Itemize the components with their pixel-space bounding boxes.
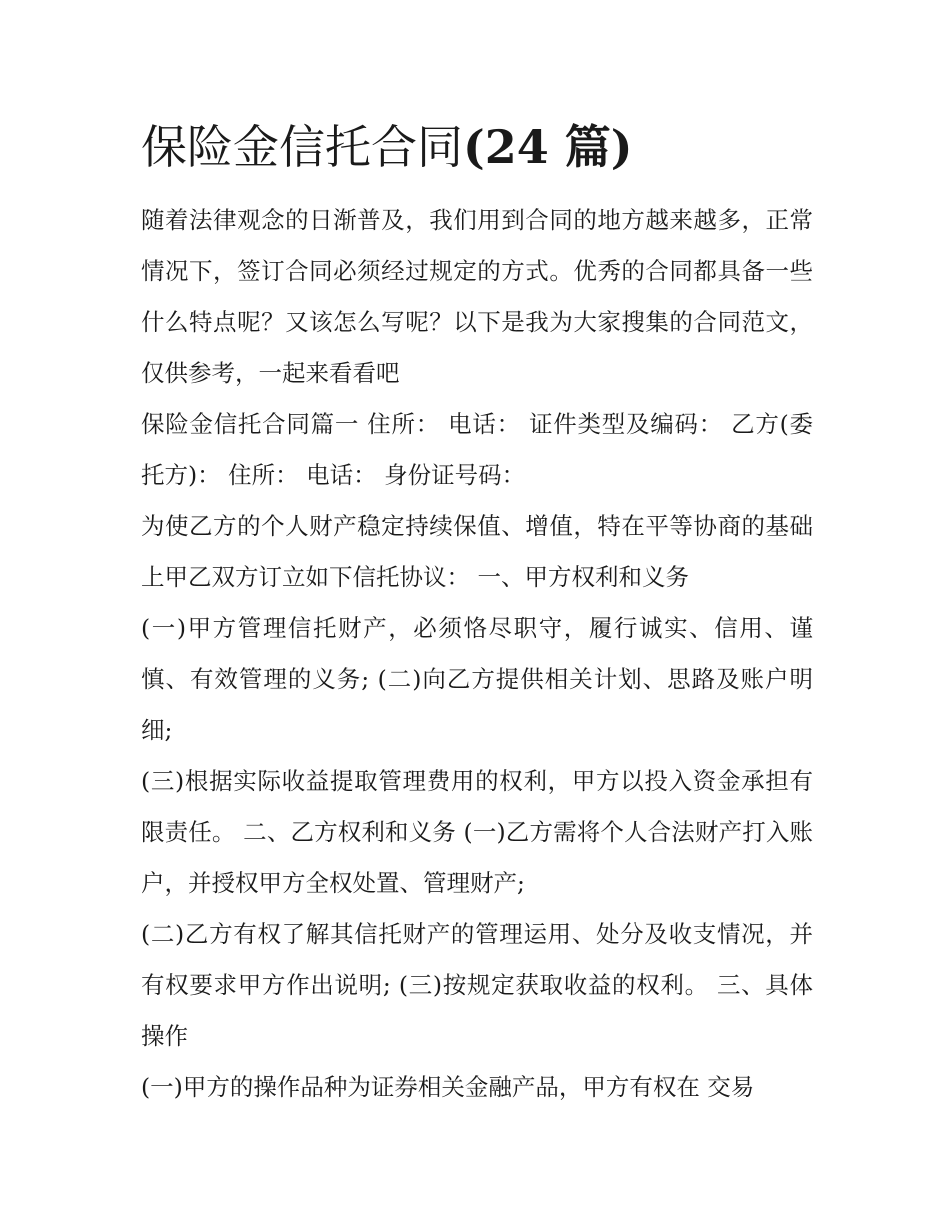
title-text: 保险金信托合同	[141, 120, 463, 174]
paragraph-purpose: 为使乙方的个人财产稳定持续保值、增值，特在平等协商的基础上甲乙双方订立如下信托协议： 一、甲方权利和义务	[141, 512, 813, 591]
paragraph-fees-and-party-b: (三)根据实际收益提取管理费用的权利，甲方以投入资金承担有限责任。 二、乙方权利和义务 (一)乙方需将个人合法财产打入账户，并授权甲方全权处置、管理财产;	[141, 767, 813, 897]
paragraph-operations: (一)甲方的操作品种为证券相关金融产品，甲方有权在 交易	[141, 1073, 755, 1101]
paragraph-intro: 随着法律观念的日渐普及，我们用到合同的地方越来越多，正常情况下，签订合同必须经过规定的方式。优秀的合同都具备一些什么特点呢？又该怎么写呢？以下是我为大家搜集的合同范文，仅供参考，一起来看看吧	[141, 206, 813, 387]
paragraph-parties: 保险金信托合同篇一 住所： 电话： 证件类型及编码： 乙方(委托方)： 住所： 电话： 身份证号码：	[141, 410, 813, 489]
document-title	[141, 116, 633, 178]
document-body	[141, 195, 813, 1113]
paragraph-party-b-rights: (二)乙方有权了解其信托财产的管理运用、处分及收支情况，并有权要求甲方作出说明; (三)按规定获取收益的权利。 三、具体操作	[141, 920, 813, 1050]
paragraph-party-a-duties: (一)甲方管理信托财产，必须恪尽职守，履行诚实、信用、谨慎、有效管理的义务; (二)向乙方提供相关计划、思路及账户明细;	[141, 614, 813, 744]
title-count: (24 篇)	[463, 120, 633, 174]
